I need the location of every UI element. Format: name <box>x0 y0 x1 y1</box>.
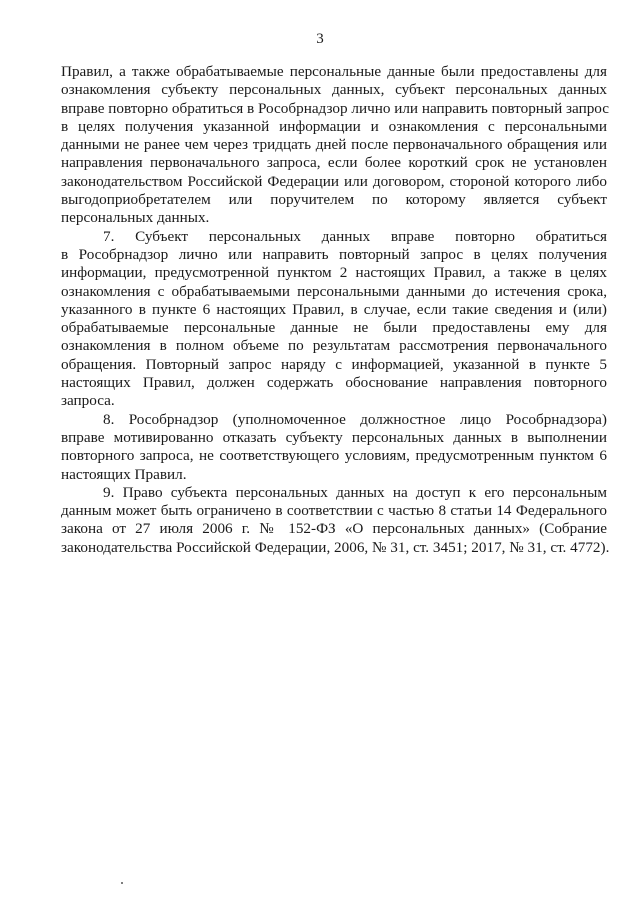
clause-7-first-line: 7. Субъект персональных данных вправе повторно обратиться <box>103 227 607 245</box>
clause-9-first-line: 9. Право субъекта персональных данных на доступ к его персональным <box>103 483 607 501</box>
text-line: законодательством Российской Федерации или договором, стороной которого либо <box>61 172 607 190</box>
text-line: настоящих Правил, должен содержать обоснование направления повторного <box>61 374 607 392</box>
text-line: повторного запроса, не соответствующего условиям, предусмотренным пунктом 6 <box>61 447 607 465</box>
text-line: Правил, а также обрабатываемые персональные данные были предоставлены для <box>61 63 607 80</box>
document-body <box>61 63 610 557</box>
text-line: ознакомления с обрабатываемыми персональными данными до истечения срока, <box>61 282 607 300</box>
scan-artifact-dot <box>121 882 123 884</box>
clause-8-first-line: 8. Рособрнадзор (уполномоченное должностное лицо Рособрнадзора) <box>103 410 607 428</box>
text-line: ознакомления в полном объеме по результатам рассмотрения первоначального <box>61 337 607 355</box>
text-line: выгодоприобретателем или поручителем по которому является субъект <box>61 191 607 209</box>
text-line: в Рособрнадзор лично или направить повторный запрос в целях получения <box>61 245 607 263</box>
paragraph-end-line: персональных данных. <box>61 209 210 227</box>
text-line: указанного в пункте 6 настоящих Правил, в случае, если такие сведения и (или) <box>61 300 607 318</box>
paragraph-end-line: настоящих Правил. <box>61 465 187 483</box>
text-line: данным может быть ограничено в соответствии с частью 8 статьи 14 Федерального <box>61 502 607 520</box>
text-line: направления первоначального запроса, если более короткий срок не установлен <box>61 154 607 172</box>
text-line: данными не ранее чем через тридцать дней после первоначального обращения или <box>61 136 607 154</box>
paragraph-end-line: запроса. <box>61 392 115 410</box>
text-line: информации, предусмотренной пунктом 2 настоящих Правил, а также в целях <box>61 264 607 282</box>
text-line: вправе повторно обратиться в Рособрнадзор лично или направить повторный запрос <box>61 99 610 117</box>
text-line: в целях получения указанной информации и ознакомления с персональными <box>61 117 607 135</box>
page-number: 3 <box>316 31 324 47</box>
text-line: обрабатываемые персональные данные не были предоставлены ему для <box>61 319 607 337</box>
text-line: вправе мотивированно отказать субъекту персональных данных в выполнении <box>61 428 607 446</box>
text-line: обращения. Повторный запрос наряду с информацией, указанной в пункте 5 <box>61 355 607 373</box>
text-line: ознакомления субъекту персональных данных, субъект персональных данных <box>61 81 607 99</box>
text-line: законодательства Российской Федерации, 2006, № 31, ст. 3451; 2017, № 31, ст. 4772). <box>61 538 610 556</box>
text-line: закона от 27 июля 2006 г. № 152-ФЗ «О персональных данных» (Собрание <box>61 520 607 538</box>
